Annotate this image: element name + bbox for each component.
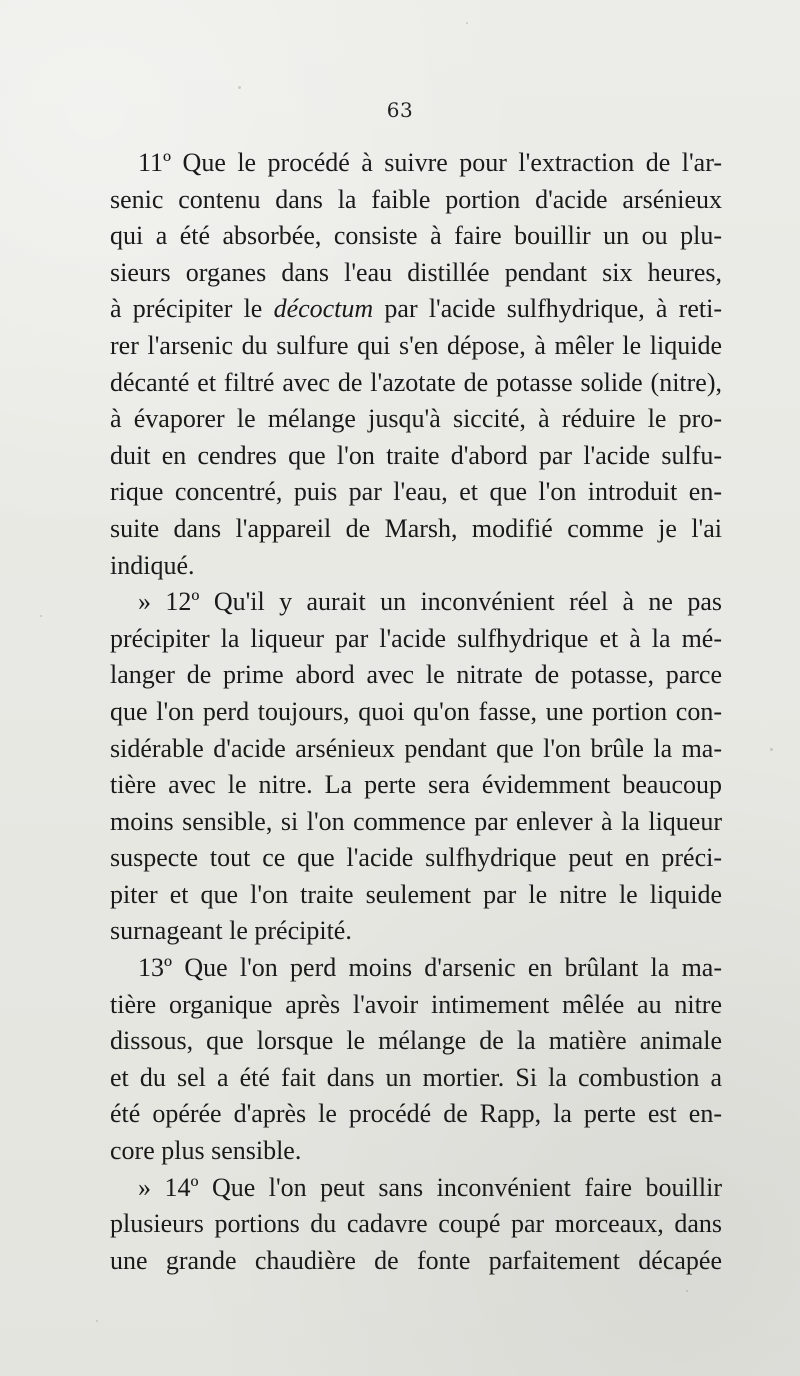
paragraph-11-line-9: duit en cendres que l'on traite d'abord par l'acide sulfu-	[110, 440, 722, 470]
paragraph-11-line-12: indiqué.	[110, 550, 195, 580]
paragraph-11-line-10: rique concentré, puis par l'eau, et que l'on introduit en-	[110, 477, 722, 507]
paragraph-12-line-5: sidérable d'acide arsénieux pendant que l'on brûle la ma-	[110, 733, 722, 763]
text-body	[110, 145, 722, 1279]
paragraph-13-line-2: tière organique après l'avoir intimement mêlée au nitre	[110, 989, 722, 1019]
paragraph-14-line-3: une grande chaudière de fonte parfaitement décapée	[110, 1245, 722, 1275]
paragraph-12-line-1: » 12º Qu'il y aurait un inconvénient réel à ne pas	[138, 587, 722, 617]
paragraph-13-line-6: core plus sensible.	[110, 1136, 302, 1166]
paragraph-12-line-7: moins sensible, si l'on commence par enlever à la liqueur	[110, 806, 722, 836]
paragraph-13-line-5: été opérée d'après le procédé de Rapp, la perte est en-	[110, 1099, 722, 1129]
paragraph-11-line-3: qui a été absorbée, consiste à faire bouillir un ou plu-	[110, 221, 722, 251]
paragraph-12-line-2: précipiter la liqueur par l'acide sulfhydrique et à la mé-	[110, 623, 722, 653]
paragraph-11-line-5: à précipiter le décoctum par l'acide sulfhydrique, à reti-	[110, 294, 722, 324]
paragraph-13-line-3: dissous, que lorsque le mélange de la matière animale	[110, 1026, 722, 1056]
paper-speck	[686, 1290, 688, 1292]
paragraph-11-line-6: rer l'arsenic du sulfure qui s'en dépose, à mêler le liquide	[110, 330, 722, 360]
paragraph-12-line-6: tière avec le nitre. La perte sera évidemment beaucoup	[110, 770, 722, 800]
paragraph-14-line-1: » 14º Que l'on peut sans inconvénient faire bouillir	[138, 1172, 722, 1202]
paper-speck	[238, 86, 241, 89]
paper-speck	[466, 22, 468, 24]
paragraph-12-line-10: surnageant le précipité.	[110, 916, 352, 946]
paragraph-14-line-2: plusieurs portions du cadavre coupé par morceaux, dans	[110, 1209, 722, 1239]
italic-term: décoctum	[273, 294, 374, 324]
paragraph-12-line-4: que l'on perd toujours, quoi qu'on fasse, une portion con-	[110, 696, 722, 726]
paper-speck	[96, 1320, 98, 1322]
paragraph-13-line-1: 13º Que l'on perd moins d'arsenic en brûlant la ma-	[138, 953, 722, 983]
paragraph-11-line-4: sieurs organes dans l'eau distillée pendant six heures,	[110, 257, 722, 287]
paragraph-12-line-3: langer de prime abord avec le nitrate de potasse, parce	[110, 660, 722, 690]
paper-speck	[770, 748, 773, 751]
paragraph-11-line-7: décanté et filtré avec de l'azotate de potasse solide (nitre),	[110, 367, 722, 397]
paragraph-11-line-2: senic contenu dans la faible portion d'acide arsénieux	[110, 184, 722, 214]
paragraph-11-line-8: à évaporer le mélange jusqu'à siccité, à réduire le pro-	[110, 404, 722, 434]
paper-speck	[40, 615, 42, 617]
paragraph-11-line-1: 11º Que le procédé à suivre pour l'extraction de l'ar-	[138, 148, 722, 177]
paragraph-13-line-4: et du sel a été fait dans un mortier. Si la combustion a	[110, 1062, 722, 1092]
paragraph-12-line-9: piter et que l'on traite seulement par le nitre le liquide	[110, 879, 722, 909]
paragraph-12-line-8: suspecte tout ce que l'acide sulfhydrique peut en préci-	[110, 843, 722, 873]
paragraph-11-line-11: suite dans l'appareil de Marsh, modifié comme je l'ai	[110, 513, 722, 543]
page-number: 63	[386, 98, 414, 122]
